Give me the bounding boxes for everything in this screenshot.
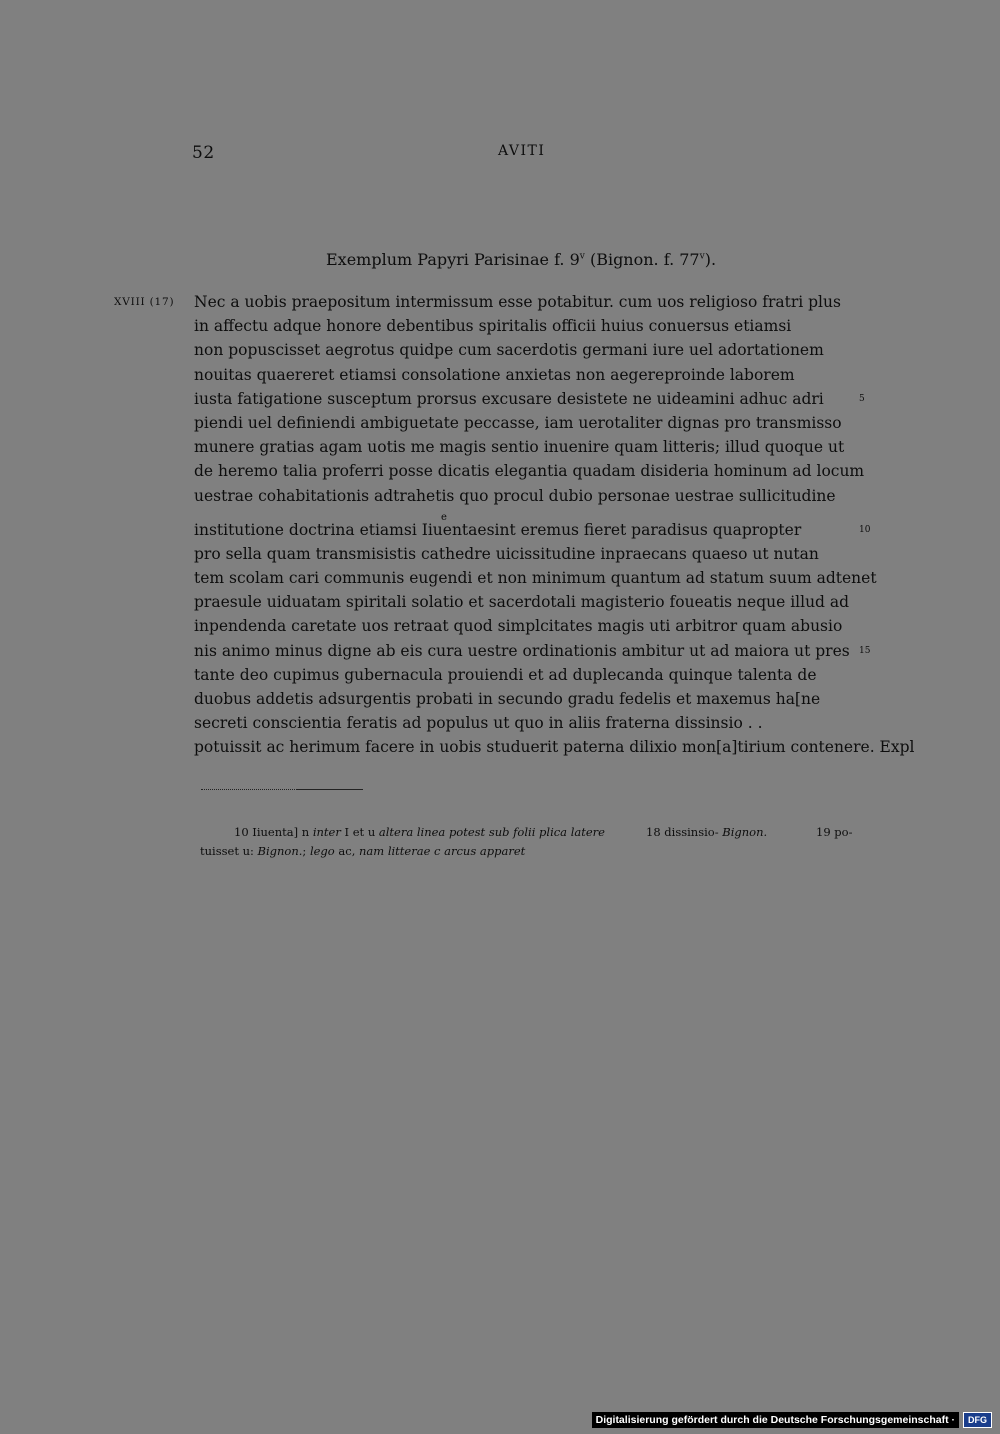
line-text: tem scolam cari communis eugendi et non minimum quantum ad statum suum adtenet <box>194 569 877 588</box>
text-line <box>194 435 874 459</box>
text-line <box>194 590 874 614</box>
footnote-text: et <box>352 825 365 839</box>
footnote-source: Bignon. <box>722 825 768 839</box>
footnote-italic: altera linea potest sub folii plica latere <box>378 825 605 839</box>
footnotes <box>200 823 860 861</box>
line-text: Nec a uobis praepositum intermissum esse potabitur. cum uos religioso fratri plus <box>194 293 841 311</box>
footnote-lemma: Iiuenta] <box>252 825 299 839</box>
line-text: de heremo talia proferri posse dicatis elegantia quadam disideria hominum ad locum <box>194 462 865 481</box>
text-line <box>194 614 874 638</box>
footnote-source: Bignon. <box>257 844 303 858</box>
footnote-line <box>200 842 860 861</box>
footnote-19: 19 po- <box>816 825 853 839</box>
section-title-sup2: v <box>699 251 705 262</box>
line-number: 10 <box>859 524 871 535</box>
footnote-italic: nam litterae c arcus apparet <box>359 844 526 858</box>
footnote-text: u <box>367 825 376 839</box>
footnote-19-continued <box>200 842 525 861</box>
text-line <box>194 639 874 663</box>
text-line <box>194 511 874 542</box>
line-text: nis animo minus digne ab eis cura uestre ordinationis ambitur ut ad maiora ut pres <box>194 641 850 660</box>
text-line <box>194 363 874 387</box>
chapter-marker: XVIII (17) <box>114 296 175 308</box>
line-text: in affectu adque honore debentibus spiritalis officii huius conuersus etiamsi <box>194 317 792 336</box>
section-title-sup: v <box>579 251 585 262</box>
running-title: AVITI <box>498 143 546 159</box>
digitization-credit <box>592 1412 992 1428</box>
footnote-text: n <box>301 825 310 839</box>
line-text: institutione doctrina etiamsi Iiuentaesint eremus fieret paradisus quapropter <box>194 520 802 539</box>
text-line <box>194 338 874 362</box>
line-text: duobus addetis adsurgentis probati in secundo gradu fedelis et maxemus ha[ne <box>194 690 821 708</box>
footnote-italic: lego <box>309 844 335 858</box>
footnote-rule <box>296 789 363 790</box>
text-line <box>194 566 877 590</box>
footnote-text: 18 dissinsio- <box>646 825 719 839</box>
text-line <box>114 290 874 314</box>
line-text: tante deo cupimus gubernacula prouiendi et ad duplecanda quinque talenta de <box>194 665 817 684</box>
line-text: secreti conscientia feratis ad populus ut quo in aliis fraterna dissinsio . . <box>194 714 763 733</box>
text-line <box>194 411 874 435</box>
text-line <box>194 387 874 411</box>
line-text: inpendenda caretate uos retraat quod simplcitates magis uti arbitror quam abusio <box>194 617 843 636</box>
footnote-18 <box>646 823 767 842</box>
text-line <box>194 484 874 508</box>
page-number: 52 <box>192 143 215 163</box>
footnote-number: 10 <box>234 825 249 839</box>
footnote-text: ; <box>302 844 307 858</box>
section-title-main: Exemplum Papyri Parisinae f. 9 <box>326 250 580 269</box>
line-number: 15 <box>859 645 871 656</box>
text-line <box>194 687 874 711</box>
footnote-italic: inter <box>312 825 341 839</box>
section-title <box>326 250 716 269</box>
section-title-mid: (Bignon. f. 77 <box>584 250 700 269</box>
section-title-end: ). <box>704 250 717 269</box>
footnote-text: ac, <box>338 844 356 858</box>
line-number: 5 <box>859 393 865 404</box>
text-line <box>194 459 874 483</box>
text-line <box>194 663 874 687</box>
line-text: munere gratias agam uotis me magis sentio inuenire quam litteris; illud quoque ut <box>194 438 845 457</box>
superscript-e: e <box>441 511 447 523</box>
line-text: non popuscisset aegrotus quidpe cum sacerdotis germani iure uel adortationem <box>194 341 824 360</box>
line-text: piendi uel definiendi ambiguetate peccasse, iam uerotaliter dignas pro transmisso <box>194 413 842 432</box>
body-text <box>114 290 915 760</box>
line-text: iusta fatigatione susceptum prorsus excusare desistete ne uideamini adhuc adri <box>194 389 824 408</box>
text-line <box>194 711 874 735</box>
dfg-logo-icon: DFG <box>963 1412 992 1428</box>
footnote-line <box>200 823 860 842</box>
line-text: nouitas quaereret etiamsi consolatione anxietas non aegereproinde laborem <box>194 365 795 384</box>
footnote-text: I <box>344 825 350 839</box>
credit-text: Digitalisierung gefördert durch die Deutsche Forschungsgemeinschaft · <box>592 1412 959 1428</box>
text-line <box>194 542 874 566</box>
line-text: uestrae cohabitationis adtrahetis quo procul dubio personae uestrae sullicitudine <box>194 486 836 505</box>
text-line <box>194 735 915 759</box>
line-text: pro sella quam transmisistis cathedre uicissitudine inpraecans quaeso ut nutan <box>194 544 819 563</box>
line-text: praesule uiduatam spiritali solatio et sacerdotali magisterio foueatis neque illud ad <box>194 593 850 612</box>
footnote-text: tuisset u: <box>200 844 254 858</box>
text-line <box>194 314 874 338</box>
footnote-10 <box>234 823 605 842</box>
line-text: potuissit ac herimum facere in uobis studuerit paterna dilixio mon[a]tirium contenere. Expl <box>194 738 915 757</box>
